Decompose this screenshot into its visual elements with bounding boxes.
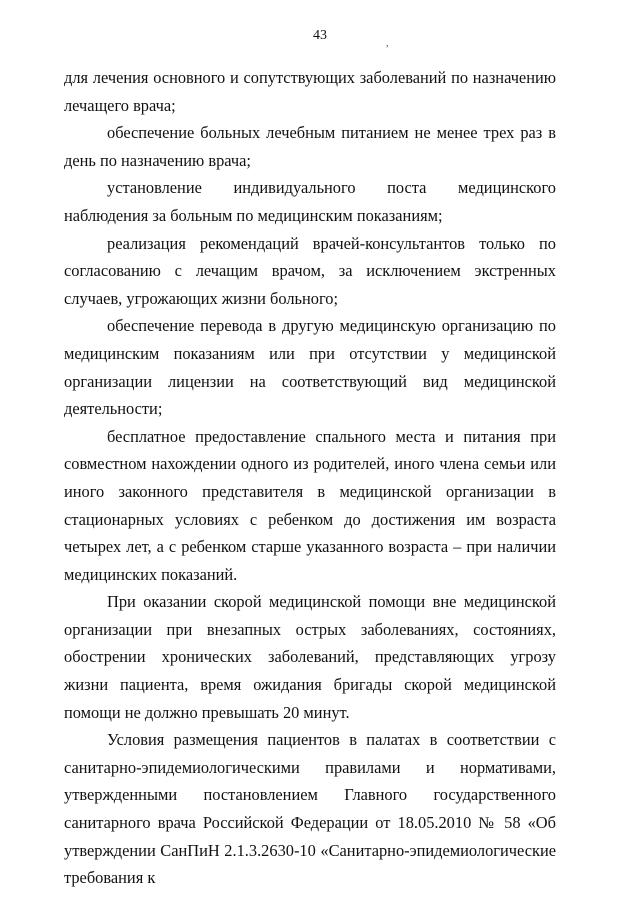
document-body <box>64 64 556 892</box>
paragraph-parent-stay: бесплатное предоставление спального места и питания при совместном нахождении одного из родителей, иного члена семьи или иного законного представителя в медицинской организации в стационарных условиях с ребенком до достижения им возраста четырех лет, а с ребенком старше указанного возраста – при наличии медицинских показаний. <box>64 426 556 584</box>
paragraph-ambulance: При оказании скорой медицинской помощи вне медицинской организации при внезапных острых заболеваниях, состояниях, обострении хронических заболеваний, представляющих угрозу жизни пациента, время ожидания бригады скорой медицинской помощи не должно превышать 20 минут. <box>64 592 556 722</box>
paragraph-transfer: обеспечение перевода в другую медицинскую организацию по медицинским показаниям или при отсутствии у медицинской организации лицензии на соответствующий вид медицинской деятельности; <box>64 316 556 419</box>
page-number: 43 <box>313 28 327 43</box>
paragraph-individual-post: установление индивидуального поста медицинского наблюдения за больным по медицинским показаниям; <box>64 178 556 225</box>
paragraph-continuation: для лечения основного и сопутствующих заболеваний по назначению лечащего врача; <box>64 68 556 115</box>
paragraph-nutrition: обеспечение больных лечебным питанием не менее трех раз в день по назначению врача; <box>64 123 556 170</box>
paragraph-ward-conditions: Условия размещения пациентов в палатах в соответствии с санитарно-эпидемиологическими правилами и нормативами, утвержденными постановлением Главного государственного санитарного врача Российской Федерации от 18.05.2010 № 58 «Об утверждении СанПиН 2.1.3.2630-10 «Санитарно-эпидемиологические требования к <box>64 730 556 888</box>
paragraph-consultants: реализация рекомендаций врачей-консультантов только по согласованию с лечащим врачом, за исключением экстренных случаев, угрожающих жизни больного; <box>64 233 556 308</box>
stray-mark: , <box>386 38 389 49</box>
